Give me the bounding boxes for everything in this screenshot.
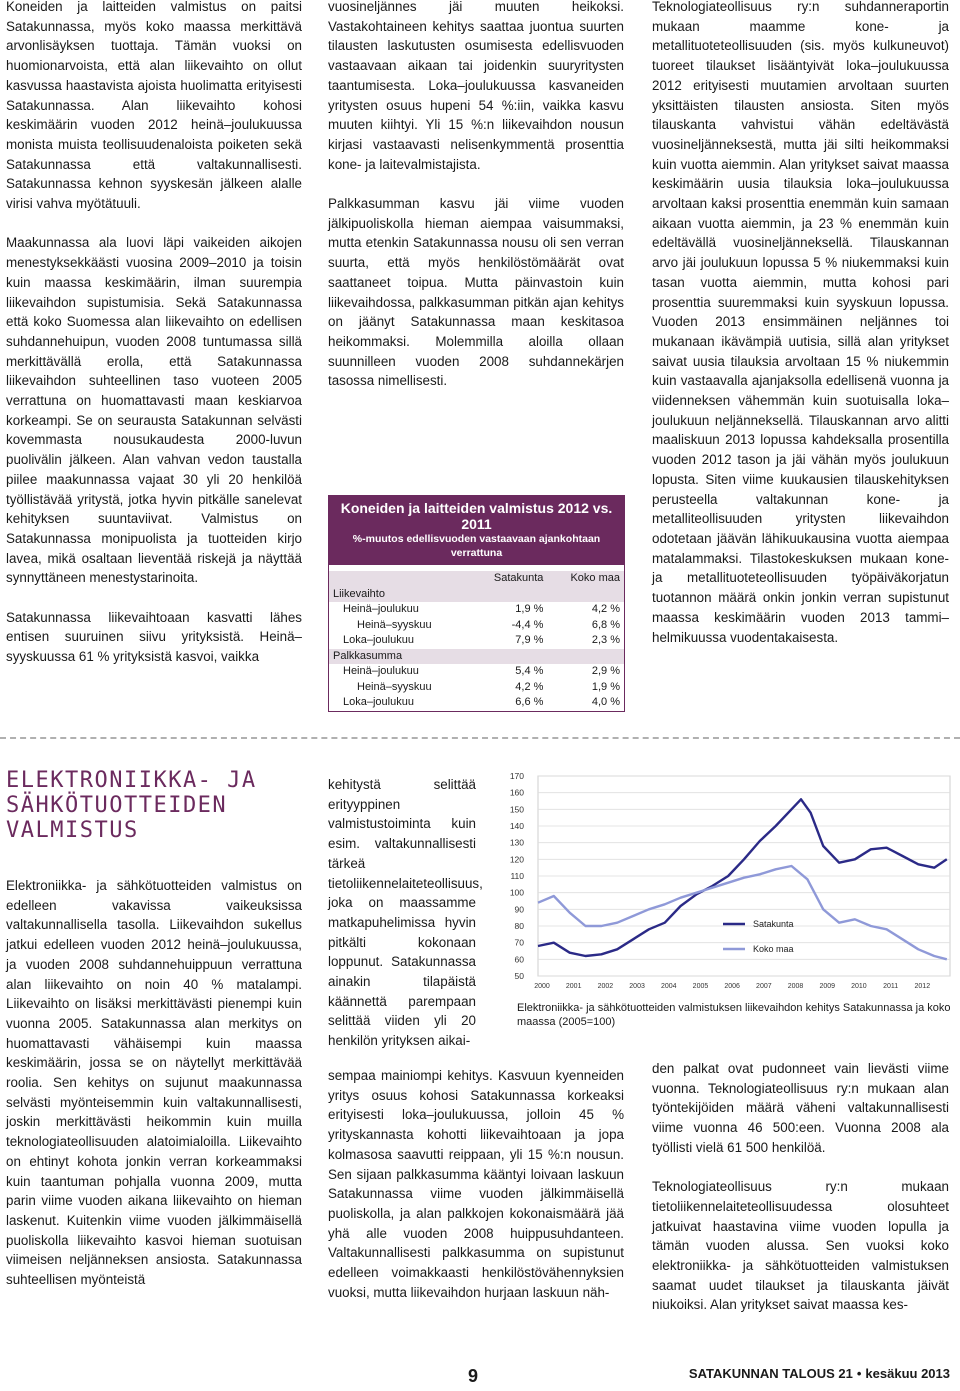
section-label: Palkkasumma: [329, 649, 624, 665]
y-tick-label: 110: [510, 871, 524, 881]
chart-caption: Elektroniikka- ja sähkötuotteiden valmistuksen liikevaihdon kehitys Satakunnassa ja koko maassa (2005=100): [517, 1002, 951, 1028]
legend-label: Koko maa: [753, 944, 794, 954]
x-tick-label: 2011: [883, 983, 899, 990]
y-tick-label: 60: [514, 954, 524, 965]
x-tick-label: 2002: [597, 983, 614, 990]
y-tick-label: 50: [514, 971, 524, 981]
x-tick-label: 2012: [914, 983, 931, 990]
x-tick-label: 2004: [660, 983, 677, 990]
y-tick-label: 100: [509, 887, 524, 898]
line-chart: [488, 766, 958, 994]
x-tick-label: 2008: [787, 983, 804, 990]
paragraph: Koneiden ja laitteiden valmistus on paitsi Satakunnassa, myös koko maassa merkittävä arvonlisäyksen tuottaja. Tämän vuoksi on huomionarvoista, että alan liikevaihto on ollut kasvussa haastavista ajoista huolimatta erityisesti Satakunnassa. Alan liikevaihto kohosi keskimäärin vuoden 2012 heinä–joulukuussa monista muista teollisuudenaloista poiketen sekä Satakunnassa että valtakunnallisesti. Satakunnassa kehnon syyskesän jälkeen alalle virisi vahva myötätuuli.: [6, 0, 302, 212]
y-tick-label: 80: [514, 921, 524, 931]
x-tick-label: 2007: [756, 983, 772, 990]
paragraph: den palkat ovat pudonneet vain lievästi viime vuonna. Teknologiateollisuus ry:n mukaan alan työntekijöiden määrä väheni valtakunnallisesti viime vuonna 46 500:een. Vuonna 2008 ala työllisti vielä 61 500 henkilöä.: [652, 1061, 949, 1155]
upper-column-2: [328, 0, 624, 391]
issue-date: kesäkuu 2013: [865, 1366, 950, 1381]
x-tick-label: 2001: [565, 983, 582, 990]
y-tick-label: 150: [509, 804, 524, 815]
table-title: Koneiden ja laitteiden valmistus 2012 vs. 2011: [340, 500, 613, 532]
bullet: •: [856, 1366, 862, 1381]
y-tick-label: 140: [509, 821, 524, 831]
x-tick-label: 2010: [851, 983, 867, 990]
paragraph: Maakunnassa ala luovi läpi vaikeiden aikojen menestyksekkäästi vuosina 2009–2010 ja toisin kuin maassa keskimäärin, ilman suurempia liikevaihdon supistumisia. Sekä Satakunnassa että koko Suomessa alan liikevaihto on edellisen suhdannehuipun, vuoden 2008 tuntumassa sillä merkittävällä erolla, että Satakunnassa liikevaihdon suhteellinen taso vuoteen 2005 verrattuna on huomattavasti maan keskiarvoa korkeampi. Se on seurausta Satakunnan selvästi kovemmasta nousukaudesta 2000-luvun puolivälin jälkeen. Alan vahvan vedon taustalla piilee maakunnassa vajaat 30 yli 20 henkilöä työllistävää yritystä, jotka hyvin pitkälle sanelevat kehityksen suuntaviivat. Valmistus on Satakunnassa monipuolista ja tuotteiden kirjo lavea, mikä osaltaan lieventää riskejä ja näyttää synnyttäneen menestystarinoita.: [6, 235, 302, 586]
table-section-row: [329, 587, 624, 603]
upper-column-3: [652, 0, 949, 647]
section-label: Liikevaihto: [329, 587, 624, 603]
y-tick-label: 120: [509, 854, 524, 865]
statistics-table-box: [328, 495, 625, 712]
section-title: ELEKTRONIIKKA- JA SÄHKÖTUOTTEIDEN VALMISTUS: [6, 768, 257, 843]
x-tick-label: 2003: [629, 983, 645, 990]
y-tick-label: 160: [509, 787, 524, 798]
x-tick-label: 2009: [819, 983, 836, 990]
table-subtitle: %-muutos edellisvuoden vastaavaan ajankohtaan verrattuna: [352, 533, 601, 559]
upper-column-1: [6, 0, 302, 667]
x-tick-label: 2005: [692, 983, 709, 990]
paragraph: vuosineljännes jäi muuten heikoksi. Vastakohtaineen kehitys saattaa juontua suurten tilausten laskutusten osumisesta edellisvuoden vastaavaan aikaan tai joidenkin suuryritysten taantumisesta. Loka–joulukuussa kasvaneiden yritysten osuus hupeni 54 %:iin, vaikka kasvu muuten kiihtyi. Yli 15 %:n liikevaihdon nousun kirjasi vastaavasti nelisenkymmentä prosenttia kone- ja laitevalmistajista.: [328, 0, 624, 172]
y-tick-label: 90: [514, 904, 524, 915]
table-row: Heinä–syyskuu 4,2 % 1,9 %: [357, 680, 620, 693]
lower-column-1: [6, 876, 302, 1290]
lower-column-2: [328, 1066, 624, 1302]
paragraph: Teknologiateollisuus ry:n suhdanneraportin mukaan maamme kone- ja metallituoteteollisuuden (sis. myös kulkuneuvot) tuoreet tilaukset lisääntyivät loka–joulukuussa 2012 erityisesti muutamien arvoltaan suurten yksittäisten tilausten ansiosta. Siten myös tilauskanta vahvistui vähän edeltävästä vuosineljänneksestä, mutta jäi silti heikommaksi kuin vuotta aiemmin. Alan yritykset saivat maassa keskimäärin uusia tilauksia loka–joulukuussa arvoltaan kaksi prosenttia enemmän kuin samaan aikaan vuotta aiemmin, ja 23 % enemmän kuin edeltävällä vuosineljänneksellä. Tilauskannan arvo jäi joulukuun lopussa 5 % niukemmaksi kuin tasan vuotta aiemmin, mutta kohosi pari prosenttia suuremmaksi kuin syyskuun lopussa. Vuoden 2013 ensimmäinen neljännes toi mukanaan ikävämpiä uutisia, sillä alan yritykset saivat uusia tilauksia arvoltaan 15 % niukemmin kuin vastaavalla ajanjaksolla edellisenä vuonna ja viidenneksen vähemmän kuin suotuisalla loka–joulukuun neljänneksellä. Tilauskannan arvo alitti maaliskuun 2013 lopussa kahdeksalla prosentilla vuoden 2012 tason ja jäi vähän myös joulukuun lopusta. Siten viime kuukausien tilauskehityksen perusteella valtakunnan kone- ja metalliteollisuuden yritysten liikevaihdon odotetaan jäävän lähikuukausina vuotta aiempaa matalammaksi. Tilastokeskuksen mukaan kone- ja metallituoteteollisuuden työpäiväkorjatun tuotannon määrä onkin jonkin verran supistunut maassa keskimäärin vuoden 2013 tammi–helmikuussa vuodentakaisesta.: [652, 0, 949, 645]
table-header: [329, 496, 624, 565]
table-section-row: [329, 649, 624, 665]
table-column-headers: [329, 571, 624, 587]
paragraph: kehitystä selittää erityyppinen valmistustoiminta kuin esim. valtakunnallisesti tärkeä tietoliikennelaiteteollisuus, joka on maassamme matkapuhelimissa hyvin pitkälti kokonaan loppunut. Satakunnassa ainakin tilapäistä käännettä parempaan selittää viiden yli 20 henkilön yrityksen aikai-: [328, 777, 483, 1049]
lower-column-2-narrow: [328, 775, 483, 1051]
column-header-satakunta: Satakunta: [471, 571, 548, 587]
x-tick-label: 2000: [534, 983, 550, 990]
table-row: Loka–joulukuu 7,9 % 2,3 %: [343, 634, 620, 646]
paragraph: Palkkasumman kasvu jäi viime vuoden jälkipuoliskolla hieman aiempaa vaisummaksi, mutta etenkin Satakunnassa nousu oli sen verran suurta, että myös henkilöstömäärät ovat saattaneet toipua. Mutta päinvastoin kuin liikevaihdossa, palkkasumman pitkän ajan kehitys on jäänyt Satakunnassa maan keskitasoa heikommaksi. Molemmilla aloilla ollaan suunnilleen vuoden 2008 suhdannekärjen tasossa nimellisesti.: [328, 196, 624, 389]
page-number: 9: [468, 1366, 479, 1386]
footer-magazine: [689, 1366, 950, 1381]
section-divider: [0, 737, 960, 739]
y-tick-label: 130: [509, 837, 524, 848]
paragraph: Elektroniikka- ja sähkötuotteiden valmistus on edelleen vakavissa vaikeuksissa valtakunnallisella tasolla. Liikevaihdon sukellus jatkui edelleen vuoden 2012 heinä–joulukuussa, ja vuoden 2008 suhdannehuippuun verrattuna alan liikevaihto on noin 40 % matalampi. Liikevaihto on lisäksi merkittävästi pienempi kuin vuonna 2005. Satakunnassa alan merkitys on huomattavasti vähäisempi kuin maassa keskimäärin, jossa se on näytellyt merkittävää roolia. Sen kehitys on sujunut maakunnassa selvästi myönteisemmin kuin valtakunnallisesti, joskin merkittävästi heikommin kuin muilla teknologiateollisuuden alatoimialoilla. Liikevaihto on ehtinyt kohota jonkin verran korkeammaksi kuin taantuman pohjalla vuonna 2009, mutta parin viime vuoden aikana liikevaihto on hieman laskenut. Kuitenkin viime vuoden jälkimmäisellä puoliskolla liikevaihto kasvoi hieman suotuisan viimeisen neljänneksen ansiosta. Satakunnassa suhteellisen myönteistä: [6, 878, 302, 1288]
paragraph: sempaa mainiompi kehitys. Kasvuun kyenneiden yritys osuus kohosi Satakunnassa korkeaksi erityisesti loka–joulukuussa, jolloin 45 % yrityskannasta kohotti liikevaihtoaan ja jopa kolmasosa saavutti reippaan, yli 15 %:n nousun. Sen sijaan palkkasumma kääntyi loivaan laskuun Satakunnassa viime vuoden jälkimmäisellä puoliskolla, ja alan palkkojen kokonaismäärä jää yhä alle vuoden 2008 huippusuhdanteen. Valtakunnallisesti palkkasumma on supistunut edelleen voimakkaasti henkilöstövähennyksien vuoksi, mutta liikevaihdon hurjaan laskuun näh-: [328, 1068, 624, 1300]
table-row: Loka–joulukuu 6,6 % 4,0 %: [343, 696, 620, 708]
table-row: Heinä–syyskuu -4,4 % 6,8 %: [357, 618, 620, 631]
x-tick-label: 2006: [724, 983, 740, 990]
table-row: Heinä–joulukuu 5,4 % 2,9 %: [343, 665, 620, 677]
y-tick-label: 70: [514, 937, 524, 948]
y-tick-label: 170: [509, 771, 524, 781]
magazine-name: SATAKUNNAN TALOUS 21: [688, 1366, 853, 1381]
paragraph: Satakunnassa liikevaihtoaan kasvatti lähes entisen suuruinen siivu yrityksistä. Heinä–syyskuussa 61 % yrityksistä kasvoi, vaikka: [6, 609, 302, 665]
data-table: [329, 571, 624, 711]
column-header-koko-maa: Koko maa: [547, 571, 624, 587]
paragraph: Teknologiateollisuus ry:n mukaan tietoliikennelaiteteollisuudessa olosuhteet jatkuivat haastavina viime vuoden lopulla ja tämän vuoden alussa. Sen vuoksi koko elektroniikka- ja sähkötuotteiden valmistuksen saamat uudet tilaukset ja tilauskanta jäivät niukoiksi. Alan yritykset saivat maassa kes-: [652, 1179, 949, 1313]
table-row: Heinä–joulukuu 1,9 % 4,2 %: [343, 603, 620, 615]
lower-column-3: [652, 1059, 949, 1315]
legend-label: Satakunta: [753, 919, 794, 929]
